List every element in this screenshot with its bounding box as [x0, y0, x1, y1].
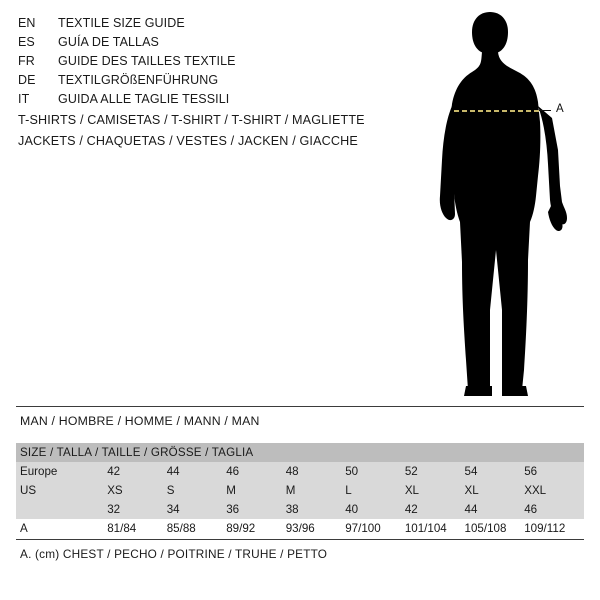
language-title: GUIDA ALLE TAGLIE TESSILI [58, 92, 230, 106]
language-code: FR [18, 54, 35, 68]
table-cell: 56 [524, 462, 584, 481]
language-code: IT [18, 92, 30, 106]
language-code: DE [18, 73, 36, 87]
table-cell: M [226, 481, 286, 500]
table-cell: 85/88 [167, 519, 227, 538]
language-row [18, 16, 388, 35]
table-cell: 101/104 [405, 519, 465, 538]
table-cell: 48 [286, 462, 346, 481]
table-cell: 50 [345, 462, 405, 481]
row-label: US [16, 481, 107, 500]
table-cell: 81/84 [107, 519, 167, 538]
table-cell: 34 [167, 500, 227, 519]
category-list [18, 110, 418, 152]
table-header-label: SIZE / TALLA / TAILLE / GRÖSSE / TAGLIA [20, 446, 254, 459]
table-cell: 46 [226, 462, 286, 481]
row-label: A [16, 519, 107, 538]
table-cell: 109/112 [524, 519, 584, 538]
table-cell: 42 [107, 462, 167, 481]
table-cell: 89/92 [226, 519, 286, 538]
table-header-row [16, 443, 584, 462]
row-label [16, 500, 107, 519]
language-code: ES [18, 35, 35, 49]
language-list [18, 16, 388, 111]
table-cell: 97/100 [345, 519, 405, 538]
table-cell: 54 [465, 462, 525, 481]
measure-leader-line [539, 110, 551, 111]
language-title: GUIDE DES TAILLES TEXTILE [58, 54, 236, 68]
row-label: Europe [16, 462, 107, 481]
category-jackets: JACKETS / CHAQUETAS / VESTES / JACKEN / GIACCHE [18, 134, 358, 148]
measure-label-a: A [556, 103, 565, 115]
table-row [16, 462, 584, 481]
table-cell: XXL [524, 481, 584, 500]
table-row [16, 519, 584, 538]
language-title: TEXTILGRÖßENFÜHRUNG [58, 73, 219, 87]
language-title: GUÍA DE TALLAS [58, 35, 159, 49]
table-cell: XS [107, 481, 167, 500]
table-cell: L [345, 481, 405, 500]
language-row [18, 35, 388, 54]
table-cell: 46 [524, 500, 584, 519]
language-title: TEXTILE SIZE GUIDE [58, 16, 185, 30]
table-cell: 42 [405, 500, 465, 519]
table-cell: XL [405, 481, 465, 500]
male-silhouette-figure [410, 10, 600, 405]
language-row [18, 73, 388, 92]
table-group-title: MAN / HOMBRE / HOMME / MANN / MAN [20, 414, 260, 428]
table-cell: 44 [465, 500, 525, 519]
divider-top [16, 406, 584, 407]
table-cell: 32 [107, 500, 167, 519]
table-row [16, 500, 584, 519]
table-cell: 36 [226, 500, 286, 519]
language-code: EN [18, 16, 36, 30]
divider-bottom [16, 539, 584, 540]
footnote-chest: A. (cm) CHEST / PECHO / POITRINE / TRUHE / PETTO [20, 547, 328, 561]
language-row [18, 54, 388, 73]
table-cell: 93/96 [286, 519, 346, 538]
table-cell: 44 [167, 462, 227, 481]
category-tshirts: T-SHIRTS / CAMISETAS / T-SHIRT / T-SHIRT / MAGLIETTE [18, 113, 365, 127]
table-cell: S [167, 481, 227, 500]
table-cell: 52 [405, 462, 465, 481]
table-row [16, 481, 584, 500]
size-table [16, 443, 584, 538]
table-cell: 38 [286, 500, 346, 519]
table-cell: M [286, 481, 346, 500]
table-cell: 40 [345, 500, 405, 519]
language-row [18, 92, 388, 111]
table-cell: XL [465, 481, 525, 500]
table-cell: 105/108 [465, 519, 525, 538]
